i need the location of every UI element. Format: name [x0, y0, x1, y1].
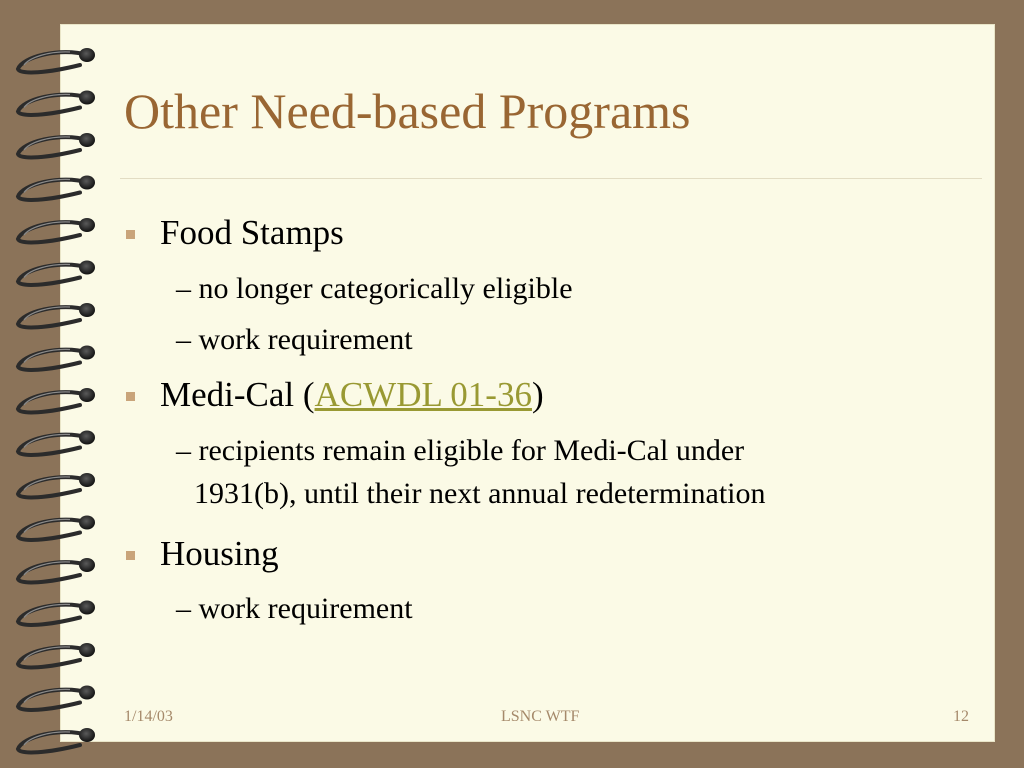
binding-hole: [79, 516, 95, 530]
sub-bullet-text: work requirement: [198, 592, 413, 625]
binding-ring: [18, 180, 88, 200]
binding-hole: [79, 473, 95, 487]
binding-hole: [79, 346, 95, 360]
acwdl-link[interactable]: ACWDL 01-36: [314, 375, 532, 414]
dash: –: [176, 323, 191, 356]
binding-ring: [18, 52, 88, 72]
footer-page-number: 12: [953, 708, 969, 725]
binding-ring: [18, 137, 88, 157]
bullet-marker: [126, 230, 135, 239]
binding-hole: [79, 686, 95, 700]
binding-hole: [79, 601, 95, 615]
spiral-binding-icon: [0, 0, 120, 768]
binding-ring: [18, 605, 88, 625]
binding-ring: [18, 520, 88, 540]
binding-ring: [18, 350, 88, 370]
sub-bullet-text: recipients remain eligible for Medi-Cal under: [198, 434, 745, 467]
binding-ring: [18, 732, 88, 752]
binding-hole: [79, 48, 95, 62]
binding-hole: [79, 176, 95, 190]
bullet-medi-cal: [160, 375, 544, 415]
binding-ring: [18, 265, 88, 285]
binding-hole: [79, 133, 95, 147]
bullet-food-stamps: Food Stamps: [160, 213, 344, 252]
bullet-text-suffix: ): [531, 375, 544, 414]
binding-hole: [79, 303, 95, 317]
sub-bullet: [176, 323, 413, 357]
binding-ring: [18, 477, 88, 497]
binding-ring: [18, 435, 88, 455]
binding-hole: [79, 388, 95, 402]
bullet-marker: [126, 392, 135, 401]
binding-ring: [18, 647, 88, 667]
sub-bullet-text: work requirement: [198, 323, 413, 356]
bullet-housing: Housing: [160, 534, 279, 573]
binding-hole: [79, 218, 95, 232]
footer-date: 1/14/03: [124, 708, 173, 725]
dash: –: [176, 592, 191, 625]
binding-ring: [18, 562, 88, 582]
dash: –: [176, 434, 191, 467]
binding-ring: [18, 392, 88, 412]
footer-center: LSNC WTF: [501, 708, 580, 725]
dash: –: [176, 272, 191, 305]
binding-hole: [79, 261, 95, 275]
binding-hole: [79, 558, 95, 572]
binding-hole: [79, 728, 95, 742]
sub-bullet: [176, 272, 573, 306]
sub-bullet-continuation: 1931(b), until their next annual redetermination: [194, 477, 766, 510]
bullet-text-prefix: Medi-Cal (: [160, 375, 315, 414]
binding-hole: [79, 431, 95, 445]
binding-hole: [79, 91, 95, 105]
binding-ring: [18, 222, 88, 242]
sub-bullet: [176, 434, 744, 468]
bullet-marker: [126, 551, 135, 560]
slide-title: Other Need-based Programs: [124, 83, 691, 139]
binding-ring: [18, 690, 88, 710]
title-divider: [120, 178, 982, 179]
sub-bullet: [176, 592, 413, 626]
binding-ring: [18, 307, 88, 327]
binding-hole: [79, 643, 95, 657]
sub-bullet-text: no longer categorically eligible: [198, 272, 573, 305]
binding-ring: [18, 95, 88, 115]
